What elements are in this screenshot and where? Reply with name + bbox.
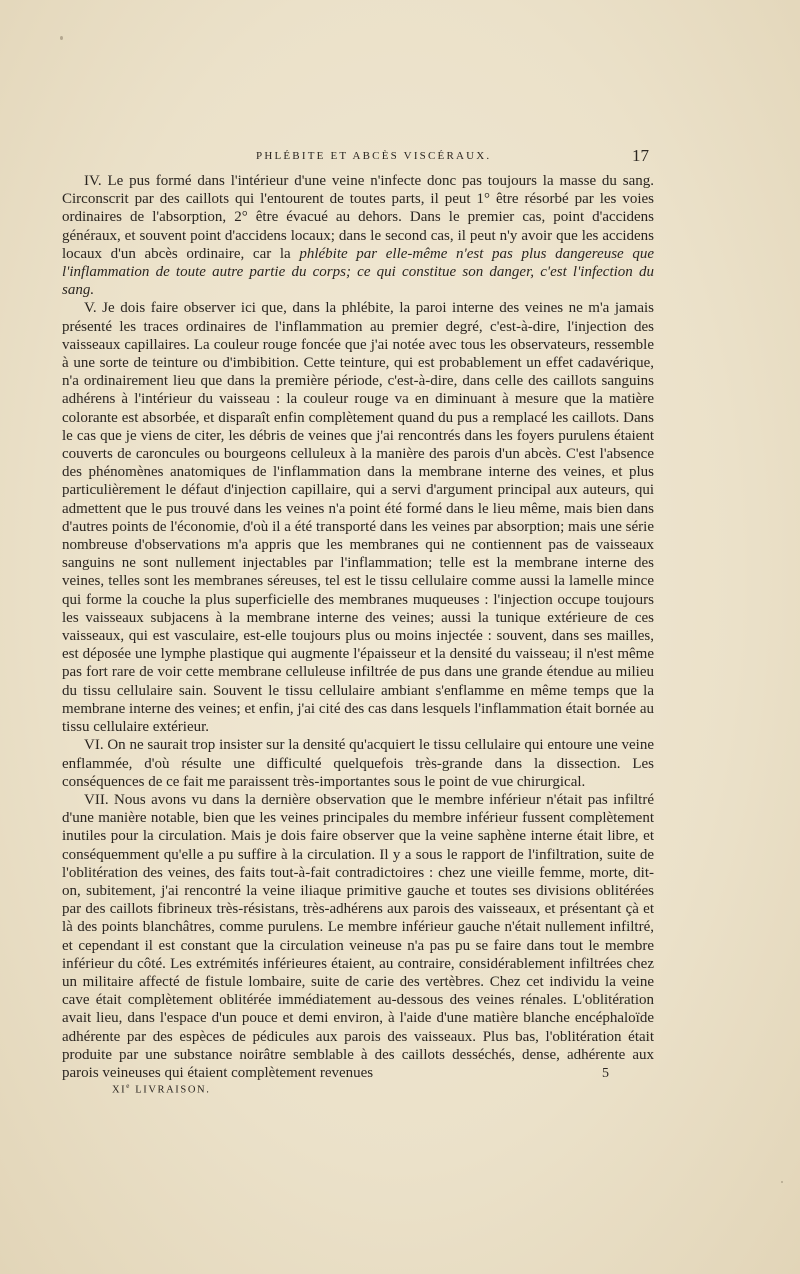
paragraph-text: VI. On ne saurait trop insister sur la densité qu'acquiert le tissu cellulaire qui entoure une veine enflammée, d'où résulte une difficulté quelquefois très-grande dans la dissection. Les conséquences de ce fait me paraissent très-importantes sous le point de vue chirurgical. xyxy=(62,737,654,790)
paragraph-text: IV. Le pus formé dans l'intérieur d'une veine n'infecte donc pas toujours la masse du sang. Circonscrit par des caillots qui l'entourent de toutes parts, il peut 1° être résorbé par les voies ordinaires de l'absorption, 2° être évacué au dehors. Dans le premier cas, point d'accidens généraux, et souvent point d'accidens locaux; dans le second cas, il peut n'y avoir que les accidens locaux d'un abcès ordinaire, car la xyxy=(62,173,654,262)
signature-superscript: e xyxy=(126,1082,131,1090)
paragraph-vi xyxy=(62,736,654,791)
page-number: 17 xyxy=(632,146,649,165)
paragraph-text: V. Je dois faire observer ici que, dans la phlébite, la paroi interne des veines ne m'a jamais présenté les traces ordinaires de l'inflammation au premier degré, c'est-à-dire, l'injection des vaisseaux capillaires. La couleur rouge foncée que j'ai notée avec tous les observateurs, ressemble à une sorte de teinture ou d'imbibition. Cette teinture, qui est probablement un effet cadavérique, n'a ordinairement lieu que dans la première période, c'est-à-dire, dans celle des caillots sanguins adhérens à l'intérieur du vaisseau : la couleur rouge va en diminuant à mesure que la matière colorante est absorbée, et disparaît enfin complètement quand du pus a remplacé les caillots. Dans le cas que je viens de citer, les débris de veines que j'ai rencontrés dans les foyers purulens étaient couverts de caroncules ou bourgeons celluleux à la manière des parois d'un abcès. C'est l'absence des phénomènes anatomiques de l'inflammation dans la membrane interne des veines, et plus particulièrement le défaut d'injection capillaire, qui a servi d'argument principal aux auteurs, qui admettent que le pus trouvé dans les veines n'a point été formé dans le lieu même, mais bien dans d'autres points de l'économie, d'où il a été transporté dans les veines par absorption; mais une série nombreuse d'observations m'a appris que les membranes qui ne contiennent pas de vaisseaux sanguins ne sont nullement injectables par l'inflammation; telle est la membrane interne des veines, telles sont les membranes séreuses, tel est le tissu cellulaire comme aussi la lamelle mince qui forme la couche la plus superficielle des membranes muqueuses : l'injection occupe toujours les vaisseaux subjacens à la membrane interne des veines; aussi la tunique extérieure de ces vaisseaux, qui est vasculaire, est-elle toujours plus ou moins injectée : souvent, dans ses mailles, est déposée une lymphe plastique qui augmente l'épaisseur et la densité du vaisseau; il n'est même pas fort rare de voir cette membrane celluleuse infiltrée de pus dans une grande étendue au milieu du tissu cellulaire sain. Souvent le tissu cellulaire ambiant s'enflamme en même temps que la membrane interne des veines; et enfin, j'ai cité des cas dans lesquels l'inflammation était bornée au tissu cellulaire extérieur. xyxy=(62,300,654,736)
paragraph-vii xyxy=(62,791,654,1082)
printer-signature xyxy=(112,1082,210,1096)
paper-speck xyxy=(781,1181,783,1183)
paragraph-iv xyxy=(62,172,654,299)
signature-suffix: LIVRAISON. xyxy=(131,1084,211,1096)
paragraph-italic-text: phlébite par elle-même n'est pas plus dangereuse que l'inflammation de toute autre partie du corps; ce qui constitue son danger, c'est l'infection du sang. xyxy=(62,245,654,299)
paragraph-text: VII. Nous avons vu dans la dernière observation que le membre inférieur n'était pas infiltré d'une manière notable, bien que les veines principales du membre inférieur fussent complètement inutiles pour la circulation. Mais je dois faire observer que la veine saphène interne était libre, et conséquemment qu'elle a pu suffire à la circulation. Il y a sous le rapport de l'infiltration, suite de l'oblitération des veines, des faits tout-à-fait contradictoires : chez une vieille femme, morte, dit-on, subitement, j'ai rencontré la veine iliaque primitive gauche et toutes ses divisions oblitérées par des caillots fibrineux très-résistans, très-adhérens aux parois des vaisseaux, et présentant çà et là des points blanchâtres, comme purulens. Le membre inférieur gauche n'était nullement infiltré, et cependant il est constant que la circulation veineuse n'a pas pu se faire dans tout le membre inférieur du côté. Les extrémités inférieures étaient, au contraire, considérablement infiltrées chez un militaire affecté de fistule lombaire, suite de carie des vertèbres. Chez cet individu la veine cave était complètement oblitérée immédiatement au-dessous des veines rénales. L'oblitération avait lieu, dans l'espace d'un pouce et demi environ, à l'aide d'une matière blanche encéphaloïde adhérente par des espèces de pédicules aux parois des vaisseaux. Plus bas, l'oblitération était produite par une substance noirâtre semblable à des caillots desséchés, dense, adhérente aux parois veineuses qui étaient complètement revenues xyxy=(62,791,654,1081)
running-title: PHLÉBITE ET ABCÈS VISCÉRAUX. xyxy=(256,150,492,162)
paragraph-v xyxy=(62,299,654,736)
page-footer xyxy=(62,1066,618,1096)
body-text xyxy=(62,172,654,1082)
signature-prefix: XI xyxy=(112,1084,127,1096)
paper-speck xyxy=(60,36,63,40)
signature-mark: 5 xyxy=(602,1066,609,1081)
